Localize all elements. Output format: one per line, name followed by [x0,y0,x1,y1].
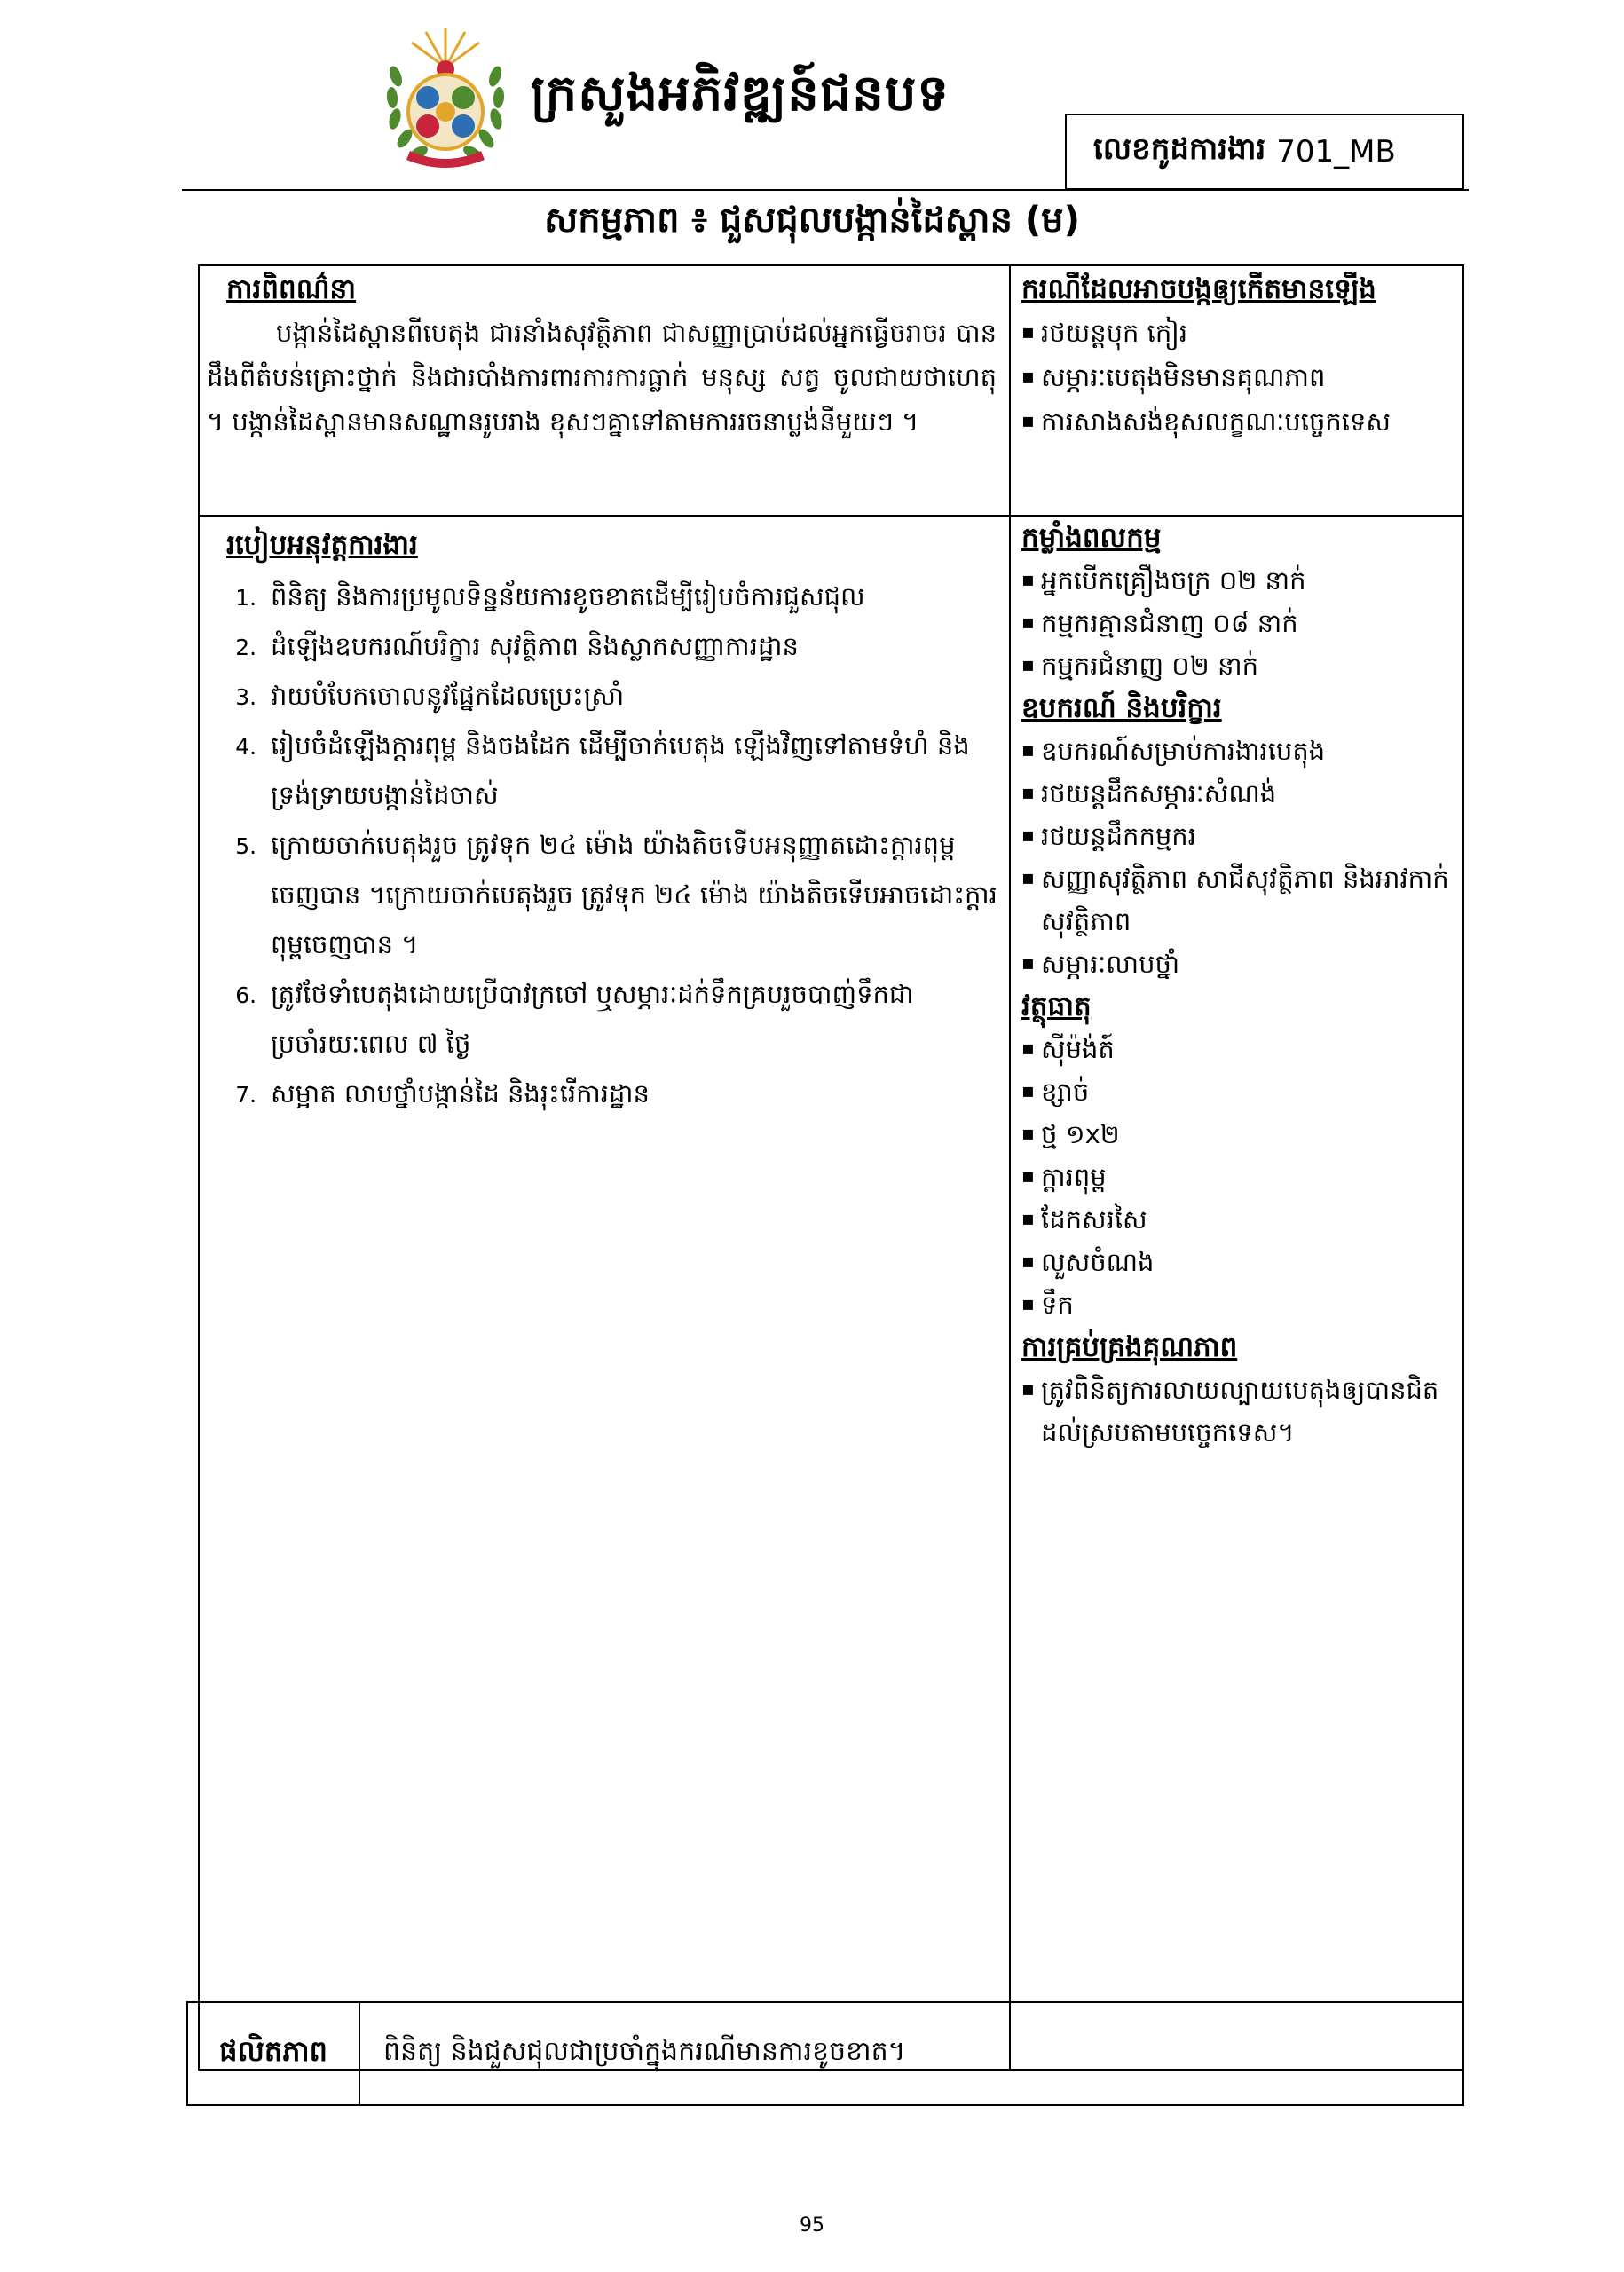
materials-list [1021,1028,1456,1326]
description-cell [207,268,997,444]
list-item: ▪ អ្នកបើកគ្រឿងចក្រ ០២ នាក់ [1021,559,1456,602]
procedure-cell [226,524,998,1118]
list-item: ▪ ដែកសរសៃ [1021,1198,1456,1241]
output-table [186,2001,1464,2106]
procedure-heading: របៀបអនុវត្តការងារ [226,529,418,561]
resources-cell [1021,517,1456,1454]
list-item: ▪ សញ្ញាសុវត្ថិភាព សាជីសុវត្ថិភាព និងអាវកាក់សុវត្ថិភាព [1021,857,1456,943]
procedure-step: 1. ពិនិត្យ និងការប្រមូលទិន្នន័យការខូចខាតដើម្បីរៀបចំការជួសជុល [264,572,998,621]
quality-heading: ការគ្រប់គ្រងគុណភាព [1021,1331,1238,1363]
procedure-step: 5. ក្រោយចាក់បេតុងរួច ត្រូវទុក ២៤ ម៉ោង យ៉ាងតិចទើបអនុញ្ញាតដោះក្តារពុម្ពចេញបាន ។ក្រោយចាក់បេតុងរួច ត្រូវទុក ២៤ ម៉ោង យ៉ាងតិចទើបអាចដោះក្តារពុម្ពចេញបាន ។ [264,820,998,969]
list-item: ▪ សម្ភារៈបេតុងមិនមានគុណភាព [1021,355,1456,399]
list-item: ▪ រថយន្តដឹកកម្មករ [1021,815,1456,857]
labor-heading: កម្លាំងពលកម្ម [1021,522,1162,554]
equipment-heading: ឧបករណ៍ និងបរិក្ខារ [1021,692,1222,724]
activity-table [198,264,1464,2071]
output-text: ពិនិត្យ និងជួសជុលជាប្រចាំក្នុងករណីមានការខូចខាត។ [383,2036,906,2067]
procedure-step: 6. ត្រូវថែទាំបេតុងដោយប្រើបាវក្រចៅ ឬសម្ភារៈដក់ទឹកគ្របរួចបាញ់ទឹកជាប្រចាំរយៈពេល ៧ ថ្ងៃ [264,969,998,1069]
list-item: ▪ ត្រូវពិនិត្យការលាយល្បាយបេតុងឲ្យបានជិតដល់ស្របតាមបច្ចេកទេស។ [1021,1369,1456,1454]
description-heading: ការពិពណ៌នា [226,273,357,305]
ministry-emblem-icon [383,23,508,170]
list-item: ▪ ខ្សាច់ [1021,1070,1456,1113]
list-item: ▪ ទឹក [1021,1283,1456,1326]
list-item: ▪ ថ្ម ១x២ [1021,1113,1456,1156]
header-divider [182,189,1469,191]
list-item: ▪ កម្មករគ្មានជំនាញ ០៨ នាក់ [1021,602,1456,644]
list-item: ▪ សម្ភារៈលាបថ្នាំ [1021,943,1456,985]
table-column-divider [1009,266,1011,2069]
document-code-box [1065,114,1464,190]
procedure-step: 3. វាយបំបែកចោលនូវផ្នែកដែលប្រេះស្រាំ [264,671,998,721]
causes-cell [1021,268,1456,444]
materials-heading: វត្ថុធាតុ [1021,990,1092,1022]
quality-list [1021,1369,1456,1454]
labor-list [1021,559,1456,687]
document-code-value: 701_MB [1276,134,1396,170]
list-item: ▪ រថយន្តដឹកសម្ភារៈសំណង់ [1021,772,1456,815]
list-item: ▪ លួសចំណង [1021,1241,1456,1283]
procedure-steps [226,572,998,1118]
description-text: បង្កាន់ដៃស្ពានពីបេតុង ជារនាំងសុវត្ថិភាព ជាសញ្ញាប្រាប់ដល់អ្នកធ្វើចរាចរ បានដឹងពីតំបន់គ្រោះថ្នាក់ និងជារបាំងការពារការការធ្លាក់ មនុស្ស សត្វ ចូលជាយថាហេតុ ។ បង្កាន់ដៃស្ពានមានសណ្ឋានរូបរាង ខុសៗគ្នាទៅតាមការរចនាប្លង់នីមួយៗ ។ [207,318,997,437]
list-item: ▪ ស៊ីម៉ង់ត៍ [1021,1028,1456,1070]
activity-title: សកម្មភាព ៖ ជួសជុលបង្កាន់ដៃស្ពាន (ម) [544,200,1080,241]
list-item: ▪ រថយន្តបុក កៀរ [1021,311,1456,355]
causes-heading: ករណីដែលអាចបង្កឲ្យកើតមានឡើង [1021,273,1376,305]
causes-list [1021,311,1456,444]
output-label: ផលិតភាព [188,2003,360,2104]
procedure-step: 4. រៀបចំដំឡើងក្តារពុម្ព និងចងដែក ដើម្បីចាក់បេតុង ឡើងវិញទៅតាមទំហំ និងទ្រង់ទ្រាយបង្កាន់ដៃចាស់ [264,721,998,820]
list-item: ▪ ឧបករណ៍សម្រាប់ការងារបេតុង [1021,730,1456,772]
procedure-step: 7. សម្អាត លាបថ្នាំបង្កាន់ដៃ និងរុះរើការដ្ឋាន [264,1069,998,1118]
list-item: ▪ ការសាងសង់ខុសលក្ខណៈបច្ចេកទេស [1021,399,1456,444]
equipment-list [1021,730,1456,985]
list-item: ▪ កម្មករជំនាញ ០២ នាក់ [1021,644,1456,687]
procedure-step: 2. ដំឡើងឧបករណ៍បរិក្ខារ សុវត្ថិភាព និងស្លាកសញ្ញាការដ្ឋាន [264,621,998,671]
ministry-title: ក្រសួងអភិវឌ្ឍន៍ជនបទ [531,65,950,122]
document-code-label: លេខកូដការងារ [1093,131,1266,167]
page-number: 95 [800,2214,824,2236]
list-item: ▪ ក្តារពុម្ព [1021,1156,1456,1198]
